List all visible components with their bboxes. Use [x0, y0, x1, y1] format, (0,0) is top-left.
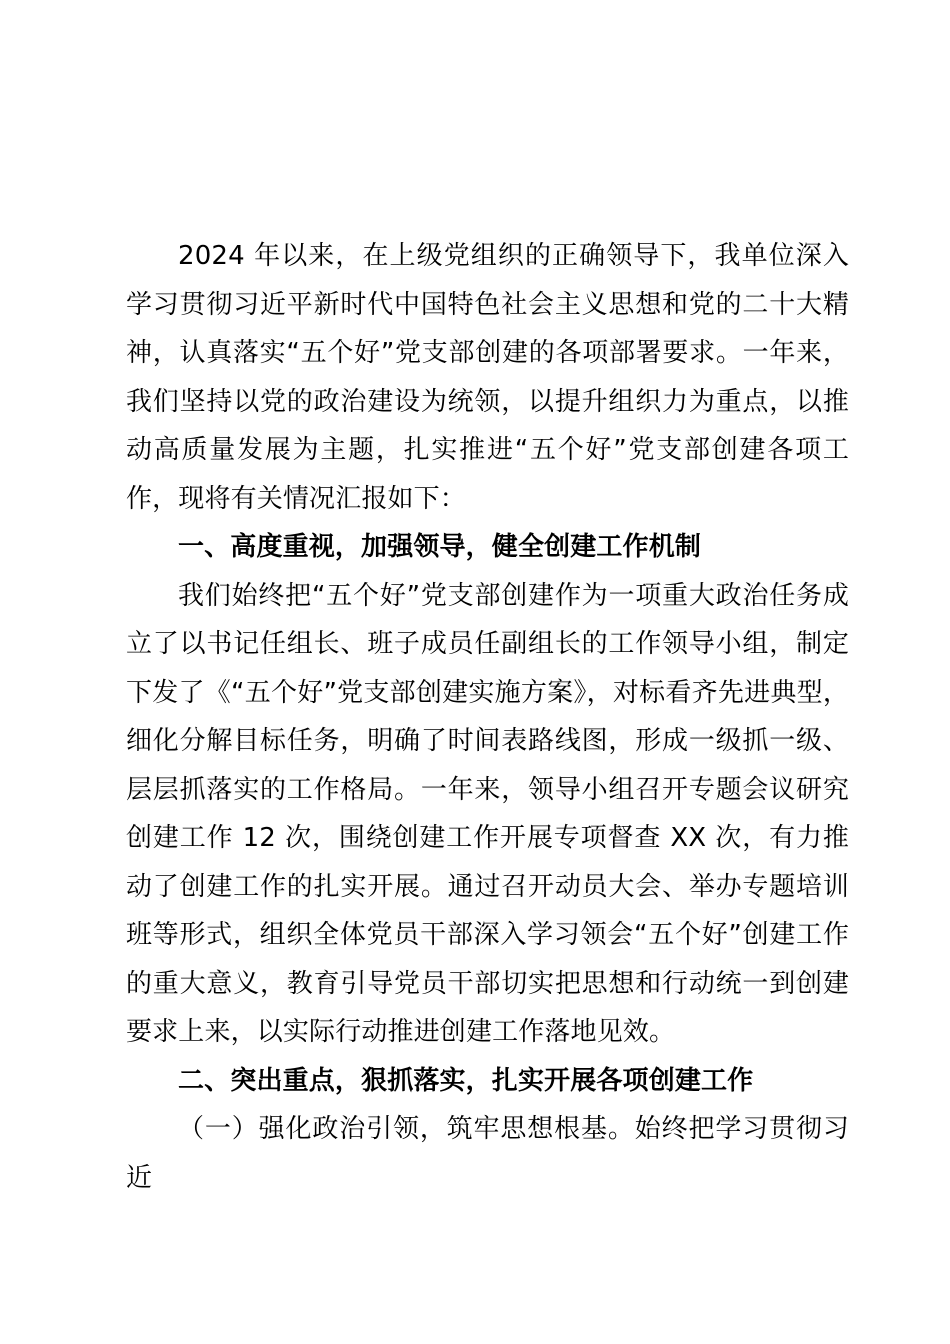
section-heading-1: 一、高度重视，加强领导，健全创建工作机制 — [178, 532, 702, 562]
paragraph-section-1: 我们始终把“五个好”党支部创建作为一项重大政治任务成立了以书记任组长、班子成员任副组长的工作领导小组，制定下发了《“五个好”党支部创建实施方案》，对标看齐先进典型，细化分解目标任务，明确了时间表路线图，形成一级抓一级、层层抓落实的工作格局。一年来，领导小组召开专题会议研究创建工作 12 次，围绕创建工作开展专项督查 XX 次，有力推动了创建工作的扎实开展。通过召开动员大会、举办专题培训班等形式，组织全体党员干部深入学习领会“五个好”创建工作的重大意义，教育引导党员干部切实把思想和行动统一到创建要求上来，以实际行动推进创建工作落地见效。 — [126, 580, 849, 1047]
paragraph-section-2-lead: （一）强化政治引领，筑牢思想根基。始终把学习贯彻习近 — [126, 1114, 849, 1193]
paragraph-intro: 2024 年以来，在上级党组织的正确领导下，我单位深入学习贯彻习近平新时代中国特色社会主义思想和党的二十大精神，认真落实“五个好”党支部创建的各项部署要求。一年来，我们坚持以党的政治建设为统领，以提升组织力为重点，以推动高质量发展为主题，扎实推进“五个好”党支部创建各项工作，现将有关情况汇报如下： — [126, 241, 849, 514]
section-heading-2: 二、突出重点，狠抓落实，扎实开展各项创建工作 — [178, 1065, 754, 1096]
